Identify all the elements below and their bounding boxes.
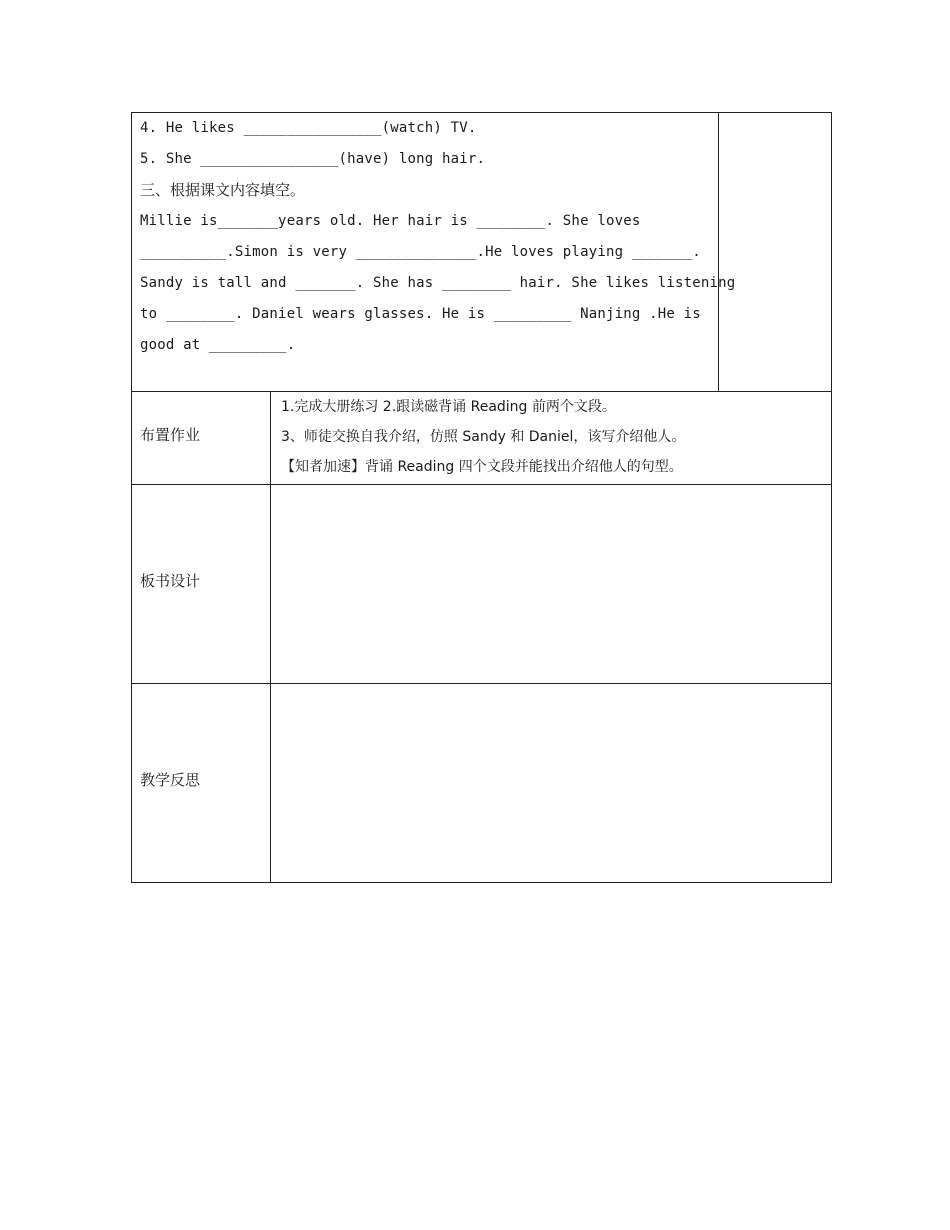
board-design-row <box>132 485 832 684</box>
homework-label: 布置作业 <box>140 425 201 444</box>
homework-row <box>132 392 832 485</box>
exercise-side-cell <box>719 113 832 392</box>
reflection-label-cell <box>132 684 271 883</box>
homework-line: 1.完成大册练习 2.跟读磁背诵 Reading 前两个文段。 <box>281 399 616 415</box>
section-3-title: 三、根据课文内容填空。 <box>140 181 306 199</box>
homework-line: 【知者加速】背诵 Reading 四个文段并能找出介绍他人的句型。 <box>281 459 683 475</box>
passage-line: Millie is_______years old. Her hair is ________. She loves <box>140 213 641 229</box>
reflection-content-cell <box>271 684 832 883</box>
lesson-plan-table <box>131 112 832 883</box>
reflection-row <box>132 684 832 883</box>
passage-line: good at _________. <box>140 337 296 353</box>
passage-line: __________.Simon is very ______________.He loves playing _______. <box>140 244 701 260</box>
board-design-content-cell <box>271 485 832 684</box>
reflection-label: 教学反思 <box>140 770 201 789</box>
board-design-label: 板书设计 <box>140 571 201 590</box>
exercise-row <box>132 113 832 392</box>
question-4: 4. He likes ________________(watch) TV. <box>140 120 477 136</box>
board-design-label-cell <box>132 485 271 684</box>
homework-content-cell <box>271 392 832 485</box>
question-5: 5. She ________________(have) long hair. <box>140 151 486 167</box>
passage-line: to ________. Daniel wears glasses. He is _________ Nanjing .He is <box>140 306 701 322</box>
homework-label-cell <box>132 392 271 485</box>
passage-line: Sandy is tall and _______. She has ________ hair. She likes listening <box>140 275 736 291</box>
homework-line: 3、师徒交换自我介绍，仿照 Sandy 和 Daniel，该写介绍他人。 <box>281 429 686 445</box>
exercise-cell <box>132 113 736 392</box>
